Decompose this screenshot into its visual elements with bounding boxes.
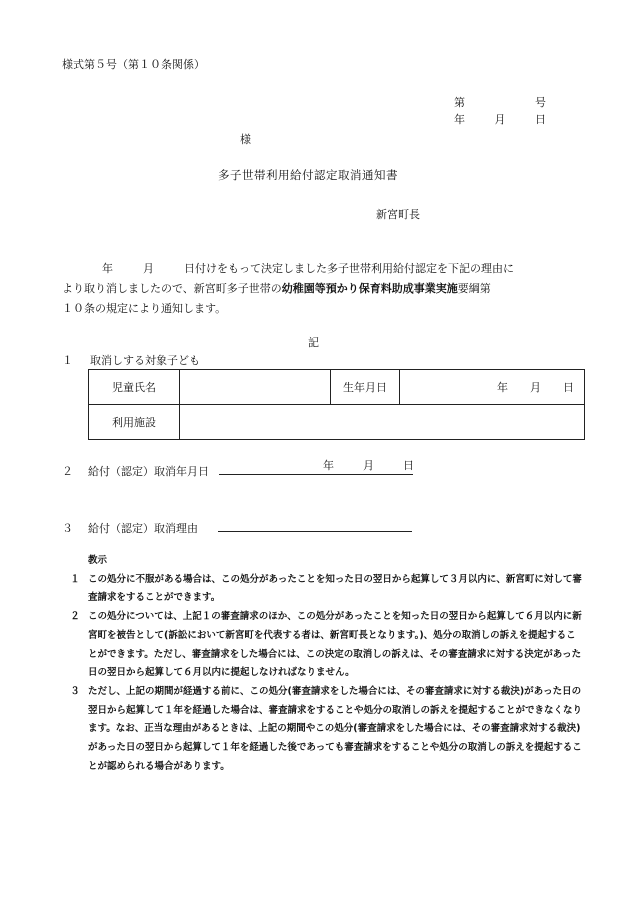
section-3-number: ３ <box>62 522 73 535</box>
cancellation-date-field[interactable] <box>219 461 413 475</box>
body-line3: １０条の規定により通知します。 <box>62 302 227 315</box>
birthdate-month: 月 <box>530 381 541 394</box>
facility-label: 利用施設 <box>89 405 180 440</box>
document-date <box>454 111 546 127</box>
instruction-number: １ <box>70 573 80 585</box>
table-row <box>89 370 585 405</box>
body-line1: 日付けをもって決定しました多子世帯利用給付認定を下記の理由に <box>184 262 514 275</box>
section-2-number: ２ <box>62 465 73 478</box>
document-number <box>454 94 546 110</box>
section-2-year: 年 <box>323 459 334 472</box>
body-month: 月 <box>143 262 154 275</box>
form-number: 様式第５号（第１０条関係） <box>62 58 205 71</box>
list-item <box>62 683 582 777</box>
body-year: 年 <box>102 262 113 275</box>
section-2-label: 給付（認定）取消年月日 <box>88 465 209 478</box>
section-1-number: １ <box>62 354 73 367</box>
cancellation-reason-field[interactable] <box>218 518 412 532</box>
table-row <box>89 405 585 440</box>
instruction-number: ２ <box>70 611 80 623</box>
section-2 <box>62 461 413 479</box>
doc-number-prefix: 第 <box>454 96 465 109</box>
birthdate-year: 年 <box>497 381 508 394</box>
doc-number-suffix: 号 <box>535 96 546 109</box>
doc-date-day: 日 <box>535 113 546 126</box>
addressee: 様 <box>240 133 251 146</box>
ki-marker: 記 <box>308 336 319 349</box>
section-3 <box>62 518 412 536</box>
section-3-label: 給付（認定）取消理由 <box>88 522 198 535</box>
section-1-label: 取消しする対象子ども <box>90 354 200 367</box>
doc-date-year: 年 <box>454 113 465 126</box>
document-title: 多子世帯利用給付認定取消通知書 <box>218 168 398 182</box>
child-name-field[interactable] <box>180 370 331 405</box>
section-2-day: 日 <box>403 459 414 472</box>
body-line2-b: 要綱第 <box>457 282 491 295</box>
instruction-text: この処分については、上記１の審査請求のほか、この処分があったことを知った日の翌日から起算して６月以内に新宮町を被告として(訴訟において新宮町を代表する者は、新宮町長となります。)、処分の取消しの訴えを提起することができます。ただし、審査請求をした場合には、この決定の取消しの訴えは、その審査請求に対する決定があった日の翌日から起算して６月以内に提起しなければなりません。 <box>88 611 582 679</box>
body-line2-a: より取り消しましたので、新宮町多子世帯の <box>62 282 282 295</box>
instructions <box>62 552 582 776</box>
section-2-month: 月 <box>363 459 374 472</box>
instruction-text: ただし、上記の期間が経過する前に、この処分(審査請求をした場合には、その審査請求に対する裁決)があった日の翌日から起算して１年を経過した場合は、審査請求をすることや処分の取消しの訴えを提起することができなくなります。なお、正当な理由があるときは、上記の期間やこの処分(審査請求をした場合には、その審査請求対する裁決)があった日の翌日から起算して１年を経過した後であっても審査請求をすることや処分の取消しの訴えを提起することが認められる場合があります。 <box>88 685 583 772</box>
instructions-heading: 教示 <box>88 555 108 566</box>
list-item <box>62 608 582 683</box>
list-item <box>62 571 582 608</box>
birthdate-field[interactable] <box>400 370 585 405</box>
body-line2-bold: 幼稚園等預かり保育料助成事業実施 <box>281 282 458 295</box>
child-table <box>88 369 585 440</box>
birthdate-label: 生年月日 <box>331 370 400 405</box>
issuer: 新宮町長 <box>376 208 420 221</box>
instruction-number: ３ <box>70 685 80 697</box>
facility-field[interactable] <box>180 405 585 440</box>
body-text <box>62 259 572 319</box>
section-1-heading <box>62 352 200 368</box>
birthdate-day: 日 <box>563 381 574 394</box>
doc-date-month: 月 <box>494 113 506 126</box>
instruction-text: この処分に不服がある場合は、この処分があったことを知った日の翌日から起算して３月以内に、新宮町に対して審査請求をすることができます。 <box>88 573 582 604</box>
child-name-label: 児童氏名 <box>89 370 180 405</box>
